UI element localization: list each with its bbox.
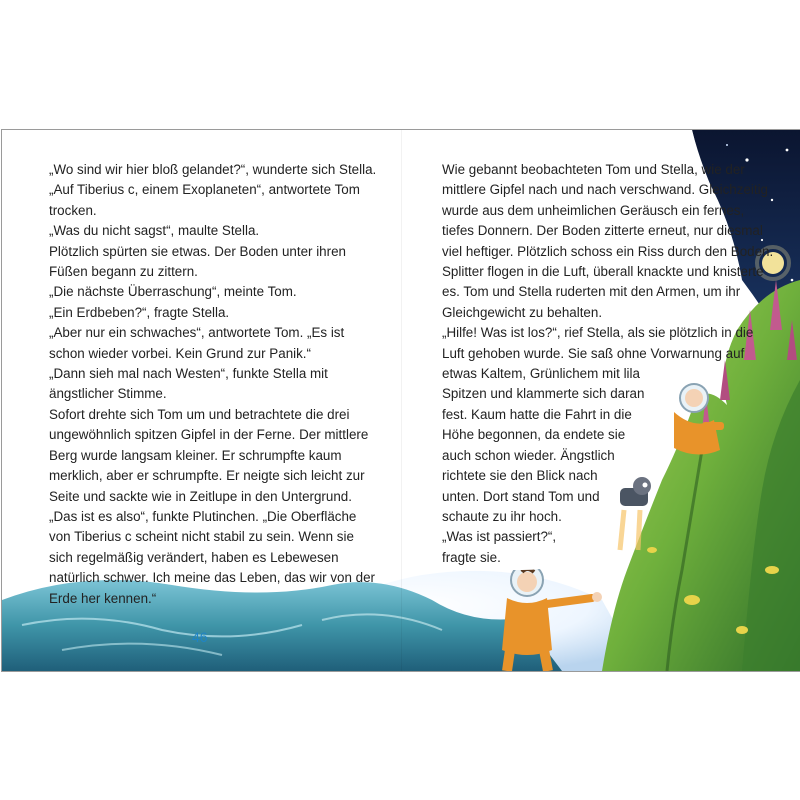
text-line: fest. Kaum hatte die Fahrt in die xyxy=(442,406,632,422)
text-line: trocken. xyxy=(49,202,97,218)
text-line: viel heftiger. Plötzlich schoss ein Riss durch den Boden. xyxy=(442,243,774,259)
text-line: Höhe begonnen, da endete sie xyxy=(442,427,626,443)
text-line: „Ein Erdbeben?“, fragte Stella. xyxy=(49,304,230,320)
text-line: sich regelmäßig verändert, haben es Lebewesen xyxy=(49,549,339,565)
text-line: „Hilfe! Was ist los?“, rief Stella, als sie plötzlich in die xyxy=(442,325,754,341)
text-line: Füßen begann zu zittern. xyxy=(49,264,198,280)
text-line: Luft gehoben wurde. Sie saß ohne Vorwarnung auf xyxy=(442,345,745,361)
star xyxy=(791,279,794,282)
text-line: mittlere Gipfel nach und nach verschwand. Gleichzeitig xyxy=(442,182,769,198)
text-line: tiefes Donnern. Der Boden zitterte erneut, nur diesmal xyxy=(442,223,763,239)
text-line: „Die nächste Überraschung“, meinte Tom. xyxy=(49,284,297,300)
text-line: natürlich schwer. Ich meine das Leben, das wir von der xyxy=(49,570,376,586)
text-line: „Wo sind wir hier bloß gelandet?“, wunderte sich Stella. xyxy=(49,162,377,177)
text-line: ungewöhnlich spitzen Gipfel in der Ferne. Der mittlere xyxy=(49,427,369,443)
text-line: „Das ist es also“, funkte Plutinchen. „Die Oberfläche xyxy=(49,508,357,524)
text-line: fragte sie. xyxy=(442,549,501,565)
text-line: unten. Dort stand Tom und xyxy=(442,488,600,504)
text-line: „Aber nur ein schwaches“, antwortete Tom. „Es ist xyxy=(49,325,345,341)
text-line: wurde aus dem unheimlichen Geräusch ein fernes, xyxy=(442,202,745,218)
text-line: schaute zu ihr hoch. xyxy=(442,508,562,524)
text-line: Spitzen und klammerte sich daran xyxy=(442,386,645,402)
text-line: es. Tom und Stella ruderten mit den Armen, um ihr xyxy=(442,284,741,300)
page-number: 46 xyxy=(192,629,208,645)
text-line: „Dann sieh mal nach Westen“, funkte Stella mit xyxy=(49,366,328,382)
text-line: Berg wurde langsam kleiner. Er schrumpfte kaum xyxy=(49,447,342,463)
star xyxy=(786,149,789,152)
text-line: Wie gebannt beobachteten Tom und Stella, wie der xyxy=(442,162,745,177)
text-line: Splitter flogen in die Luft, überall knackte und knisterte xyxy=(442,264,764,280)
text-line: „Was ist passiert?“, xyxy=(442,529,557,545)
text-line: Erde her kennen.“ xyxy=(49,590,157,606)
right-page-text xyxy=(442,160,773,568)
text-line: etwas Kaltem, Grünlichem mit lila xyxy=(442,366,640,382)
text-line: von Tiberius c scheint nicht stabil zu sein. Wenn sie xyxy=(49,529,354,545)
text-line: ängstlicher Stimme. xyxy=(49,386,167,402)
text-line: „Was du nicht sagst“, maulte Stella. xyxy=(49,223,260,239)
gutter xyxy=(401,130,402,671)
star xyxy=(726,144,728,146)
text-line: merklich, aber er schrumpfte. Er neigte sich leicht zur xyxy=(49,468,365,484)
text-line: „Auf Tiberius c, einem Exoplaneten“, antwortete Tom xyxy=(49,182,360,198)
text-line: Gleichgewicht zu behalten. xyxy=(442,304,603,320)
text-line: Sofort drehte sich Tom um und betrachtete die drei xyxy=(49,406,350,422)
text-line: Plötzlich spürten sie etwas. Der Boden unter ihren xyxy=(49,243,346,259)
text-line: Seite und sackte wie in Zeitlupe in den Untergrund. xyxy=(49,488,352,504)
text-line: richtete sie den Blick nach xyxy=(442,468,598,484)
left-page-text xyxy=(49,160,376,609)
text-line: auch schon wieder. Ängstlich xyxy=(442,447,615,463)
book-spread xyxy=(1,129,800,672)
text-line: schon wieder vorbei. Kein Grund zur Panik.“ xyxy=(49,345,311,361)
